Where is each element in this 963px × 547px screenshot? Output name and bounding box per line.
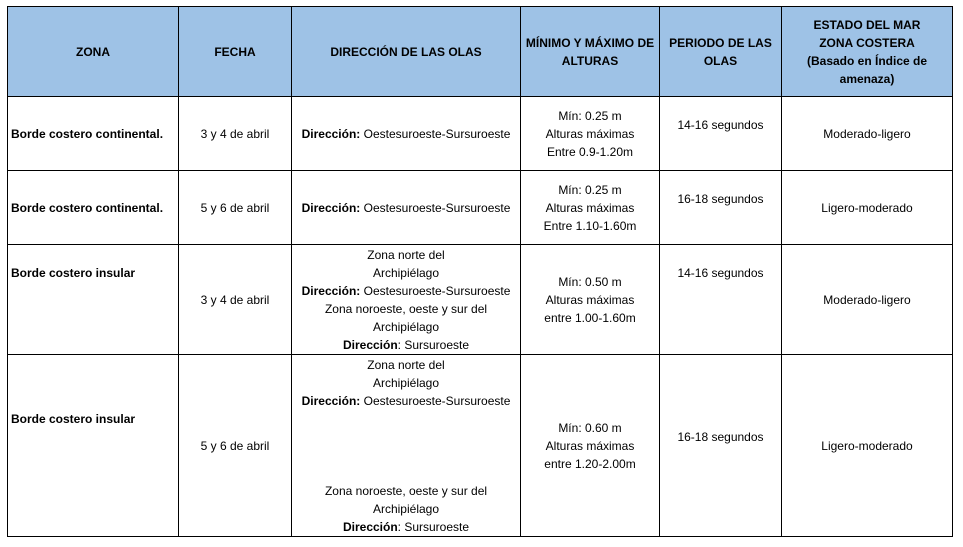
zona-cell: Borde costero continental.: [8, 97, 179, 171]
altura-max-range: entre 1.20-2.00m: [544, 456, 636, 471]
header-zona: ZONA: [8, 7, 179, 97]
alturas-cell: [521, 97, 660, 171]
altura-max-label: Alturas máximas: [545, 438, 635, 453]
direccion-cell: [292, 245, 521, 355]
zona-value: Borde costero insular: [11, 411, 136, 426]
periodo-cell: [660, 355, 782, 537]
alturas-cell: [521, 171, 660, 245]
estado-cell: Ligero-moderado: [782, 171, 953, 245]
zona-norte-line2: Archipiélago: [372, 265, 440, 280]
direccion-value: Oestesuroeste-Sursuroeste: [363, 200, 511, 215]
header-periodo: PERIODO DE LAS OLAS: [660, 7, 782, 97]
wave-forecast-table: [7, 6, 953, 537]
zona-norte-line1: Zona norte del: [367, 247, 445, 262]
altura-max-range: Entre 1.10-1.60m: [543, 218, 637, 233]
altura-min: Mín: 0.25 m: [558, 182, 622, 197]
table-row: [8, 97, 953, 171]
header-estado-line3: (Basado en Índice de amenaza): [806, 53, 928, 86]
direccion-value: Oestesuroeste-Sursuroeste: [363, 283, 511, 298]
header-fecha: FECHA: [179, 7, 292, 97]
zona-sur-line2: Archipiélago: [372, 319, 440, 334]
periodo-cell: [660, 171, 782, 245]
header-estado-line1: ESTADO DEL MAR: [813, 17, 921, 32]
altura-min: Mín: 0.25 m: [558, 108, 622, 123]
estado-cell: Ligero-moderado: [782, 355, 953, 537]
zona-sur-line1: Zona noroeste, oeste y sur del: [324, 301, 488, 316]
periodo-cell: [660, 97, 782, 171]
estado-cell: Moderado-ligero: [782, 245, 953, 355]
direccion-value: : Sursuroeste: [397, 337, 470, 352]
zona-cell: [8, 245, 179, 355]
table-header-row: [8, 7, 953, 97]
table-row: [8, 245, 953, 355]
zona-norte-direccion: [295, 282, 517, 300]
cell-spacer: [295, 410, 517, 482]
direccion-cell: [292, 97, 521, 171]
zona-sur-direccion: [295, 518, 517, 536]
header-direccion: DIRECCIÓN DE LAS OLAS: [292, 7, 521, 97]
header-estado-line2: ZONA COSTERA: [819, 35, 915, 50]
fecha-cell: 5 y 6 de abril: [179, 171, 292, 245]
altura-min: Mín: 0.60 m: [558, 420, 622, 435]
estado-cell: Moderado-ligero: [782, 97, 953, 171]
direccion-value: Oestesuroeste-Sursuroeste: [363, 126, 511, 141]
zona-sur-line1: Zona noroeste, oeste y sur del: [324, 483, 488, 498]
zona-norte-line2: Archipiélago: [372, 375, 440, 390]
periodo-value: 14-16 segundos: [677, 117, 764, 132]
direccion-label: Dirección:: [301, 200, 361, 215]
alturas-cell: [521, 355, 660, 537]
fecha-cell: 3 y 4 de abril: [179, 97, 292, 171]
altura-max-range: entre 1.00-1.60m: [544, 310, 636, 325]
periodo-value: 14-16 segundos: [677, 265, 764, 280]
altura-max-label: Alturas máximas: [545, 292, 635, 307]
altura-max-range: Entre 0.9-1.20m: [546, 144, 634, 159]
periodo-value: 16-18 segundos: [677, 429, 764, 444]
zona-norte-line1: Zona norte del: [367, 357, 445, 372]
altura-min: Mín: 0.50 m: [558, 274, 622, 289]
zona-sur-line2: Archipiélago: [372, 501, 440, 516]
periodo-cell: [660, 245, 782, 355]
fecha-cell: 5 y 6 de abril: [179, 355, 292, 537]
fecha-cell: 3 y 4 de abril: [179, 245, 292, 355]
direccion-label: Dirección: [342, 519, 398, 534]
zona-sur-direccion: [295, 336, 517, 354]
direccion-label: Dirección:: [301, 393, 361, 408]
zona-norte-direccion: [295, 392, 517, 410]
alturas-cell: [521, 245, 660, 355]
direccion-label: Dirección:: [301, 126, 361, 141]
direccion-value: Oestesuroeste-Sursuroeste: [363, 393, 511, 408]
direccion-label: Dirección: [342, 337, 398, 352]
zona-value: Borde costero insular: [11, 265, 136, 280]
direccion-label: Dirección:: [301, 283, 361, 298]
direccion-cell: [292, 171, 521, 245]
header-estado: [782, 7, 953, 97]
direccion-cell: [292, 355, 521, 537]
table-row: [8, 355, 953, 537]
header-minmax: MÍNIMO Y MÁXIMO DE ALTURAS: [521, 7, 660, 97]
altura-max-label: Alturas máximas: [545, 200, 635, 215]
zona-cell: Borde costero continental.: [8, 171, 179, 245]
zona-cell: [8, 355, 179, 537]
altura-max-label: Alturas máximas: [545, 126, 635, 141]
table-row: [8, 171, 953, 245]
periodo-value: 16-18 segundos: [677, 191, 764, 206]
direccion-value: : Sursuroeste: [397, 519, 470, 534]
